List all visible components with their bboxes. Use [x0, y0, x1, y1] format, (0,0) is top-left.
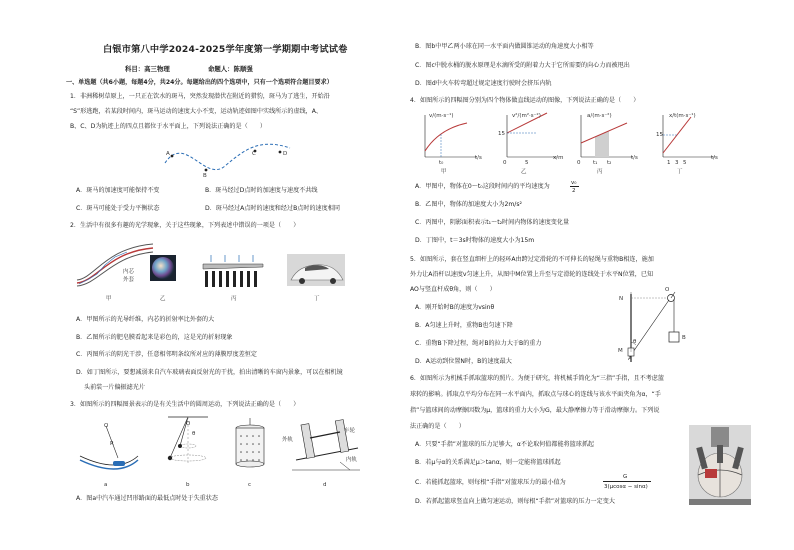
- q3-fig-label-c: c: [248, 482, 252, 488]
- q4-graph-bing: [575, 113, 637, 161]
- q5-option-a: A．刚开始时B的速度为vsinθ: [415, 304, 495, 311]
- fiber-optic-figure: [75, 240, 155, 286]
- q6-option-c-frac-num: G: [623, 474, 628, 480]
- q3-a-label-r: R: [110, 441, 114, 447]
- q4-yi-tick-5: 5: [525, 160, 529, 166]
- q6-line-2: 球转的影响。抓取点平均分布在同一水平面内，抓取点与球心的连线与该水平面夹角为α，“手: [410, 391, 661, 398]
- q2-option-d-cont: 头前装一片偏振滤光片: [84, 384, 145, 391]
- q2-option-b: B．乙图所示的肥皂膜看起来是彩色的，这是光的折射现象: [76, 334, 233, 341]
- q4-jia-tick: t₀: [439, 160, 444, 166]
- q1-point-a: A: [166, 151, 170, 157]
- q3-d-label-inner-rail: 内轨: [346, 457, 358, 463]
- q4-bing-y-label: a/(m·s⁻²): [587, 113, 612, 119]
- q6-option-c-frac-den: 3(μcosα − sinα): [604, 484, 648, 490]
- q5-line-2: 外力让A沿杆以速度v匀速上升，从图中M位置上升至与定滑轮的连线处于水平N位置，已知: [410, 271, 654, 278]
- q2-option-a: A．甲图所示的光导纤维，内芯的折射率比外套的大: [76, 316, 215, 323]
- q4-option-b: B．乙图中，物体的加速度大小为2m/s²: [415, 201, 522, 208]
- q4-ding-tick-3: 3: [675, 160, 679, 166]
- q4-option-a: A．甲图中，物体在0～t₀这段时间内的平均速度为: [415, 183, 550, 190]
- robot-hand-basketball-photo: [689, 425, 751, 505]
- q4-yi-tick-15: 15: [498, 131, 505, 137]
- q5-option-d: D．A运动到位置N时，B的速度最大: [415, 358, 512, 365]
- q6-line-3: 指”与篮球间的动摩擦因数为μ，篮球的重力大小为G，最大静摩擦力等于滑动摩擦力。下列说: [410, 407, 660, 414]
- q1-line-2: “S”形逃跑，若某段时间内，斑马运动的速度大小不变，运动轨迹如图中实线所示的虚线，A、: [70, 108, 323, 115]
- q5-label-n: N: [619, 296, 624, 302]
- q4-option-c: C．丙图中，阴影面积表示t₁～t₂时间内物体的速度变化量: [415, 219, 570, 226]
- q4-jia-y-label: v/(m·s⁻¹): [429, 113, 454, 119]
- fiber-core-label: 内芯: [123, 269, 135, 275]
- s-curve-path: [165, 144, 290, 169]
- q4-graph-yi: [497, 113, 564, 161]
- q4-graph-ding: [655, 113, 717, 161]
- right-column: [397, 0, 794, 550]
- q4-bing-tick-t2: t₂: [607, 160, 612, 166]
- q4-ding-x-label: t/s: [711, 155, 718, 161]
- q4-option-d: D．丁图中，t＝3s时物体的速度大小为15m: [415, 237, 535, 244]
- q5-label-o: O: [665, 287, 670, 293]
- q3-b-label-o: O: [186, 421, 191, 427]
- q2-fig-label-jia: 甲: [106, 296, 112, 302]
- q6-line-4: 法正确的是（ ）: [410, 423, 465, 430]
- q4-option-a-frac-num: v₀: [571, 180, 577, 186]
- car-window-photo: [287, 254, 345, 286]
- q4-yi-y-label: v²/(m²·s⁻²): [512, 113, 541, 119]
- q5-label-b: B: [682, 335, 686, 341]
- q1-point-c: C: [252, 151, 256, 157]
- q3-option-d: D．图d中火车转弯超过规定速度行驶时会挤压内轨: [415, 80, 552, 87]
- exam-title: 白银市第八中学2024-2025学年度第一学期期中考试试卷: [103, 44, 348, 55]
- q6-frac-bar: [603, 481, 651, 482]
- q4-bing-x-label: t/s: [631, 155, 638, 161]
- q3-fig-label-b: b: [186, 482, 190, 488]
- q1-option-b: B．斑马经过D点时的加速度与速度不共线: [205, 187, 318, 194]
- point-a-dot: [171, 155, 174, 158]
- q5-label-a: A: [628, 356, 632, 362]
- q3-fig-c-spin-dryer: [228, 418, 272, 476]
- q5-option-c: C．重物B下降过程，绳对B的拉力大于B的重力: [415, 340, 542, 347]
- q1-point-d: D: [283, 151, 288, 157]
- q1-option-d: D．斑马经过A点时的速度和经过B点时的速度相同: [205, 205, 340, 212]
- q6-option-d: D．若抓起篮球竖直向上做匀速运动，则每根“手指”对篮球的压力一定变大: [415, 498, 615, 505]
- q1-line-1: 1．非洲稀树草原上，一只正在饮水的斑马，突然发现潜伏在附近的猎豹，斑马为了逃生，开始沿: [70, 93, 330, 100]
- q2-fig-label-ding: 丁: [314, 296, 320, 302]
- q3-option-a: A．图a中汽车通过凹形路面的最低点时处于失重状态: [76, 495, 218, 502]
- q3-option-c: C．图c中脱水桶的脱水原理是水滴所受的附着力大于它所需要的向心力而被甩出: [415, 62, 630, 69]
- q2-fig-label-yi: 乙: [160, 296, 166, 302]
- q3-a-label-o: O: [104, 423, 109, 429]
- q4-ding-tick-1: 1: [667, 160, 671, 166]
- q1-option-a: A．斑马的加速度可能保持不变: [76, 187, 160, 194]
- q5-label-theta: θ: [633, 339, 637, 345]
- q4-fig-label-bing: 丙: [597, 169, 603, 175]
- q6-line-1: 6．如图所示为机械手抓取篮球的照片。为便于研究，将机械手简化为“三指”手指，且不考虑篮: [410, 375, 664, 382]
- q4-fig-label-yi: 乙: [521, 169, 527, 175]
- q3-fig-label-d: d: [323, 482, 327, 488]
- q3-stem: 3．如图所示的四幅图景表示的是有关生活中的圆周运动，下列说法正确的是（ ）: [70, 401, 300, 408]
- q3-fig-a-concave-road: [78, 418, 140, 474]
- q6-option-c: C．若能抓起篮球，则每根“手指”对篮球压力的最小值为: [415, 479, 566, 486]
- fiber-core: [77, 248, 153, 283]
- q4-yi-tick-0: 0: [503, 160, 507, 166]
- exam-author: 命题人：陈顺强: [208, 65, 253, 73]
- q4-ding-tick-5: 5: [683, 160, 687, 166]
- q4-fig-label-ding: 丁: [677, 169, 683, 175]
- q4-bing-tick-t1: t₁: [593, 160, 598, 166]
- q2-stem-text: 2．生活中有很多有趣的光学现象，关于这些现象，下列表述中错误的一项是（ ）: [70, 222, 300, 229]
- q6-option-a: A．只要“手指”对篮球的压力足够大，α不论取何值都能将篮球抓起: [415, 441, 595, 448]
- q3-fig-label-a: a: [104, 482, 108, 488]
- q1-line-3: B、C、D为轨迹上的四点且都位于水平面上，下列说法正确的是（ ）: [70, 123, 266, 130]
- q4-yi-x-label: x/m: [553, 155, 564, 161]
- soap-bubble-photo: [150, 255, 176, 281]
- q1-trajectory-figure: [160, 138, 295, 180]
- q4-jia-x-label: t/s: [475, 155, 482, 161]
- exam-subject: 科目：高三物理: [125, 65, 170, 73]
- q1-point-b: B: [203, 173, 207, 179]
- q5-label-m: M: [618, 348, 623, 354]
- fiber-sheath-label: 外套: [123, 277, 135, 283]
- q5-line-1: 5．如图所示，套在竖直细杆上的轻环A由跨过定滑轮的不可伸长的轻绳与重物B相连，施加: [410, 256, 654, 263]
- q3-option-b: B．图b中甲乙两小球在同一水平面内做圆锥运动的角速度大小相等: [415, 43, 594, 50]
- q3-d-label-outer-rail: 外轨: [282, 437, 294, 443]
- q2-option-d: D．如丁图所示，要想减弱来自汽车玻璃表面反射光的干扰，拍出清晰的车窗内景象，可以在相机镜: [76, 369, 343, 376]
- thin-film-fringes: [203, 255, 263, 287]
- q4-ding-tick-15: 15: [656, 132, 663, 138]
- q3-b-label-theta: θ: [192, 431, 196, 437]
- q3-d-label-wheel: 车轮: [344, 428, 356, 434]
- q4-ding-y-label: x/t(m·s⁻¹): [669, 113, 696, 119]
- q4-option-a-frac-den: 2: [572, 188, 576, 194]
- point-d-dot: [279, 151, 282, 154]
- q5-line-3: AO与竖直杆成θ角，则（ ）: [410, 286, 496, 293]
- q5-pulley-figure: [625, 292, 705, 364]
- q5-option-b: B．A匀速上升时，重物B也匀速下降: [415, 322, 513, 329]
- point-b-dot: [205, 169, 208, 172]
- q6-option-b: B．若μ与α的关系满足μ＞tanα，则一定能将篮球抓起: [415, 459, 561, 466]
- q2-fig-label-bing: 丙: [231, 296, 237, 302]
- q4-stem: 4．如图所示的四幅图分别为四个物体做直线运动的图像，下列说法正确的是（ ）: [410, 97, 640, 104]
- q4-fig-label-jia: 甲: [441, 169, 447, 175]
- section-heading: 一、单选题（共6小题，每题4分，共24分。每题给出的四个选项中，只有一个选项符合题目要求）: [66, 79, 333, 86]
- q1-option-c: C．斑马可能处于受力平衡状态: [76, 205, 160, 212]
- q2-option-c: C．丙图所示的阴光干涉，任意相邻明条纹所对应的薄膜厚度差恒定: [76, 351, 257, 358]
- q4-graph-jia: [419, 113, 479, 161]
- q4-bing-tick-0: 0: [577, 160, 581, 166]
